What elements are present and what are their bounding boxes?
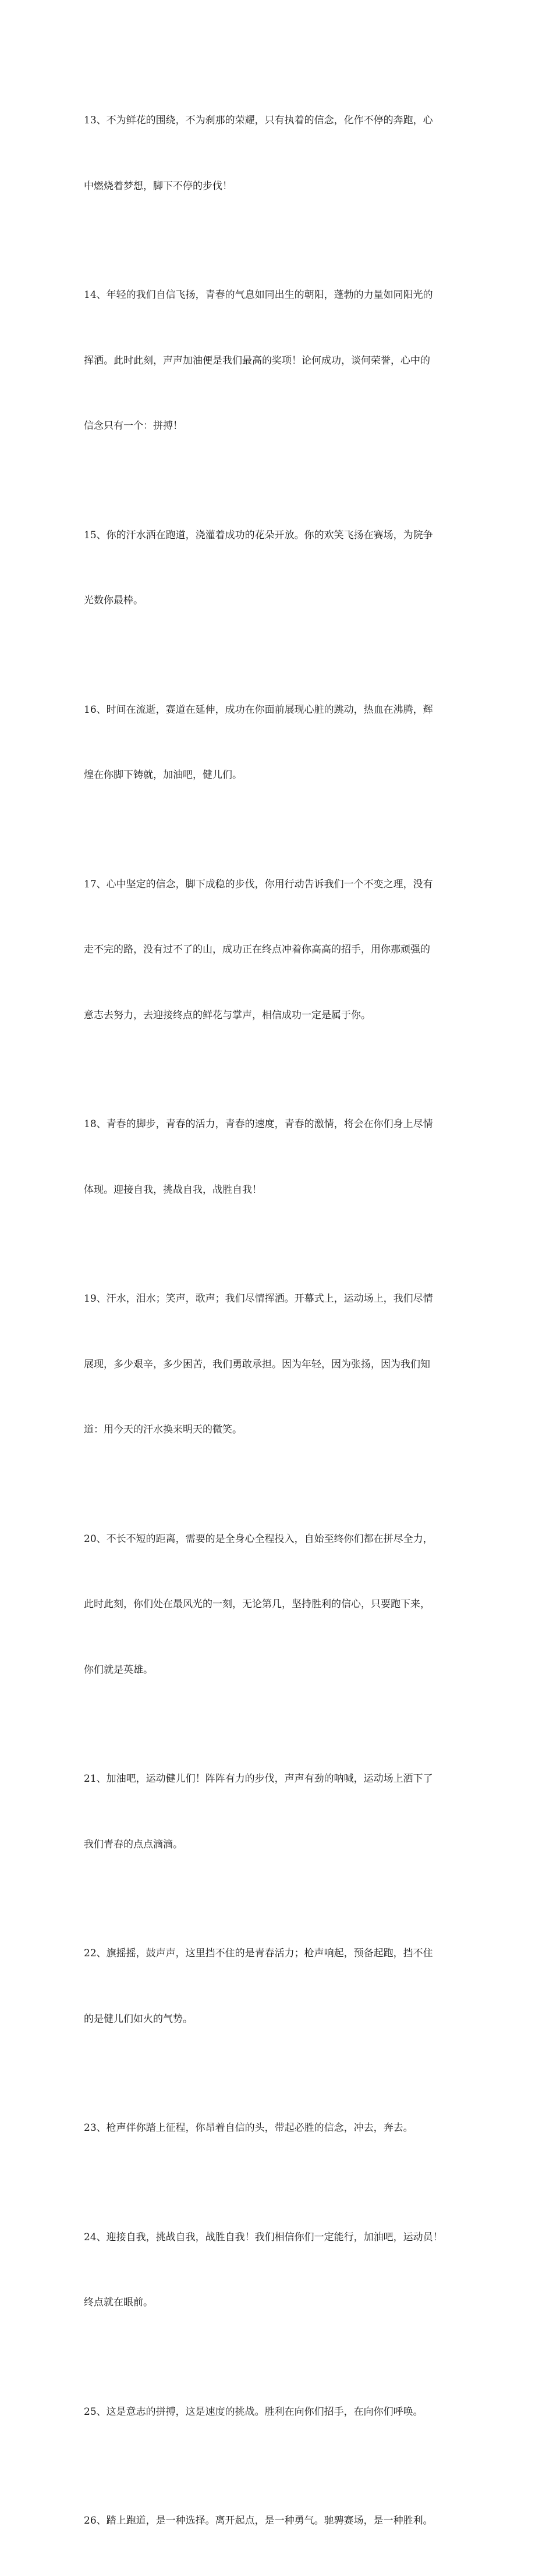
paragraph-19 <box>84 1245 472 1485</box>
text-line: 此时此刻，你们处在最风光的一刻，无论第几，坚持胜利的信心，只要跑下来， <box>84 1598 430 1610</box>
text-line: 光数你最棒。 <box>84 595 143 606</box>
paragraph-26 <box>84 2467 472 2576</box>
text-line: 23、枪声伴你踏上征程，你昂着自信的头，带起必胜的信念，冲去，奔去。 <box>84 2122 413 2134</box>
paragraph-25 <box>84 2358 472 2467</box>
text-line: 我们青春的点点滴滴。 <box>84 1838 183 1850</box>
text-line: 21、加油吧，运动健儿们！阵阵有力的步伐，声声有劲的呐喊，运动场上洒下了 <box>84 1773 433 1785</box>
text-line: 22、旗摇摇，鼓声声，这里挡不住的是青春活力；枪声响起，预备起跑，挡不住 <box>84 1948 433 1959</box>
paragraph-23 <box>84 2074 472 2183</box>
text-line: 26、踏上跑道，是一种选择。离开起点，是一种勇气。驰骋赛场，是一种胜利。 <box>84 2515 433 2527</box>
paragraph-22 <box>84 1899 472 2074</box>
text-line: 15、你的汗水洒在跑道，浇灌着成功的花朵开放。你的欢笑飞扬在赛场，为院争 <box>84 529 433 541</box>
text-line: 挥洒。此时此刻，声声加油便是我们最高的奖项！论何成功，谈何荣誉，心中的 <box>84 354 430 367</box>
text-line: 17、心中坚定的信念，脚下成稳的步伐，你用行动告诉我们一个不变之理，没有 <box>84 878 433 890</box>
paragraph-21 <box>84 1725 472 1899</box>
text-line: 信念只有一个：拼搏！ <box>84 420 183 432</box>
document-page <box>84 66 472 2576</box>
text-line: 走不完的路，没有过不了的山，成功正在终点冲着你高高的招手，用你那顽强的 <box>84 944 430 955</box>
text-line: 道：用今天的汗水换来明天的微笑。 <box>84 1424 242 1436</box>
paragraph-15 <box>84 481 472 656</box>
text-line: 煌在你脚下铸就，加油吧，健儿们。 <box>84 769 242 781</box>
text-line: 体现。迎接自我，挑战自我，战胜自我！ <box>84 1184 262 1196</box>
text-line: 终点就在眼前。 <box>84 2297 153 2308</box>
paragraph-13 <box>84 66 472 241</box>
paragraph-20 <box>84 1485 472 1725</box>
paragraph-16 <box>84 656 472 830</box>
text-line: 19、汗水，泪水；笑声，歌声；我们尽情挥洒。开幕式上，运动场上，我们尽情 <box>84 1293 433 1305</box>
text-line: 16、时间在流逝，赛道在延伸，成功在你面前展现心脏的跳动，热血在沸腾，辉 <box>84 703 433 716</box>
paragraph-17 <box>84 830 472 1071</box>
text-line: 25、这是意志的拼搏，这是速度的挑战。胜利在向你们招手，在向你们呼唤。 <box>84 2406 423 2418</box>
text-line: 意志去努力，去迎接终点的鲜花与掌声，相信成功一定是属于你。 <box>84 1009 371 1021</box>
text-line: 13、不为鲜花的围绕，不为刹那的荣耀，只有执着的信念，化作不停的奔跑，心 <box>84 115 433 126</box>
paragraph-18 <box>84 1070 472 1245</box>
paragraph-24 <box>84 2183 472 2358</box>
text-line: 18、青春的脚步，青春的活力，青春的速度，青春的激情，将会在你们身上尽情 <box>84 1118 433 1130</box>
text-line: 中燃烧着梦想，脚下不停的步伐！ <box>84 180 232 192</box>
text-line: 的是健儿们如火的气势。 <box>84 2013 193 2025</box>
paragraph-14 <box>84 241 472 481</box>
text-line: 24、迎接自我，挑战自我，战胜自我！我们相信你们一定能行，加油吧，运动员！ <box>84 2231 443 2243</box>
text-line: 你们就是英雄。 <box>84 1664 153 1676</box>
text-line: 展现，多少艰辛，多少困苦，我们勇敢承担。因为年轻，因为张扬，因为我们知 <box>84 1358 430 1370</box>
text-line: 14、年轻的我们自信飞扬，青春的气息如同出生的朝阳，蓬勃的力量如同阳光的 <box>84 289 433 301</box>
text-line: 20、不长不短的距离，需要的是全身心全程投入，自始至终你们都在拼尽全力， <box>84 1533 433 1545</box>
